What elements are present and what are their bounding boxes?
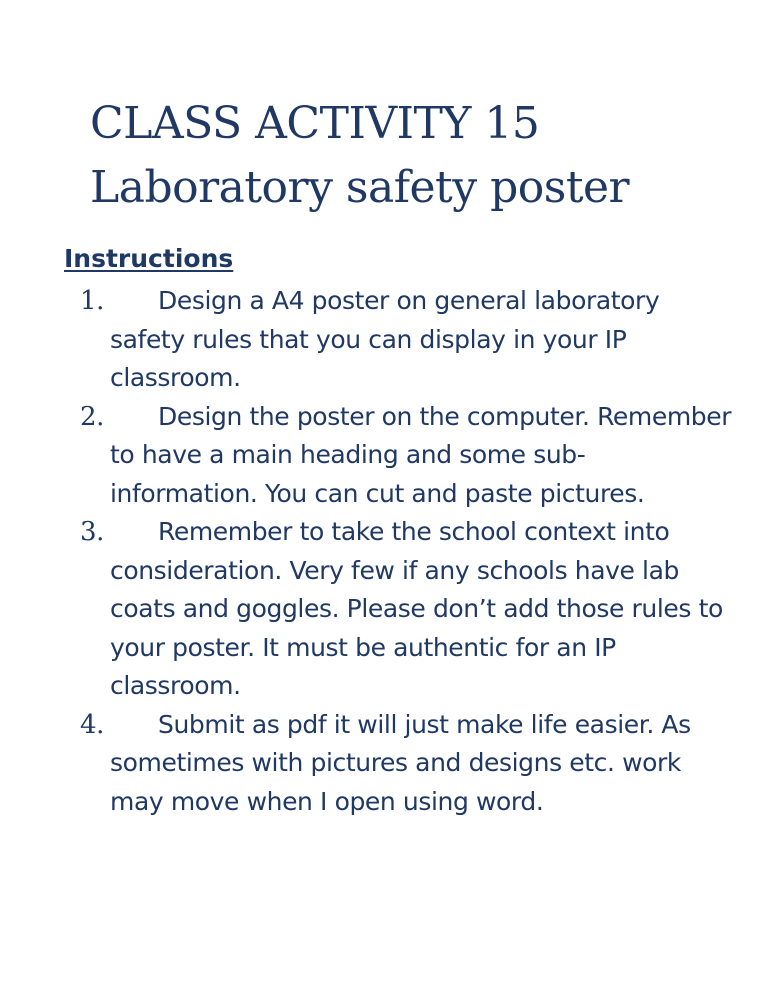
instructions-list: [74, 282, 734, 821]
instructions-heading: Instructions: [64, 244, 234, 273]
instruction-number: 4.: [80, 709, 105, 740]
instruction-number: 2.: [80, 401, 105, 432]
instruction-text: Submit as pdf it will just make life easier. As sometimes with pictures and designs etc. work may move when I open using word.: [110, 709, 691, 816]
instruction-text: Design the poster on the computer. Remember to have a main heading and some sub- information. You can cut and paste pictures.: [110, 401, 732, 508]
page-title-line-1: CLASS ACTIVITY 15: [90, 98, 540, 149]
instruction-item-4: [74, 706, 734, 822]
instruction-item-1: [74, 282, 734, 398]
instruction-item-3: [74, 513, 734, 706]
instruction-number: 1.: [80, 286, 105, 316]
instruction-item-2: [74, 398, 734, 514]
instruction-number: 3.: [80, 517, 105, 547]
instruction-text: Remember to take the school context into consideration. Very few if any schools have lab coats and goggles. Please don’t add those rules to your poster. It must be authentic for an IP classroom.: [110, 517, 723, 700]
instruction-text: Design a A4 poster on general laboratory safety rules that you can display in your IP classroom.: [110, 286, 660, 392]
page-title-line-2: Laboratory safety poster: [90, 162, 630, 213]
